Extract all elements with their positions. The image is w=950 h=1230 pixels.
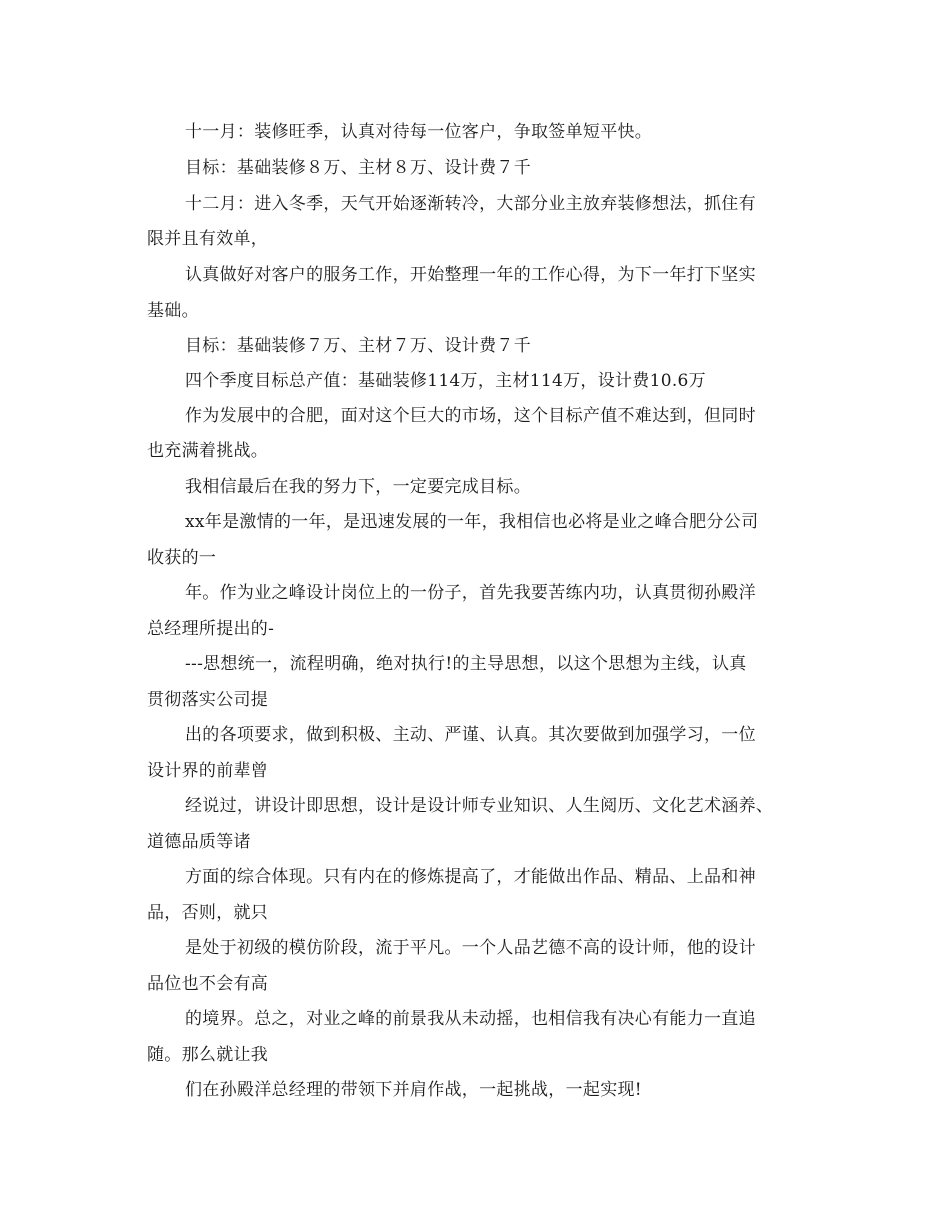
text-line: 限并且有效单， xyxy=(147,229,269,249)
text-line: 十二月：进入冬季，天气开始逐渐转冷，大部分业主放弃装修想法，抓住有 xyxy=(185,194,756,214)
text-line: 方面的综合体现。只有内在的修炼提高了，才能做出作品、精品、上品和神 xyxy=(185,867,756,887)
text-line: 作为发展中的合肥，面对这个巨大的市场，这个目标产值不难达到，但同时 xyxy=(185,406,756,426)
text-line: 目标：基础装修７万、主材７万、设计费７千 xyxy=(185,336,531,356)
text-line: 也充满着挑战。 xyxy=(147,441,269,461)
text-line: 是处于初级的模仿阶段，流于平凡。一个人品艺德不高的设计师，他的设计 xyxy=(185,938,756,958)
text-line: 品，否则，就只 xyxy=(147,903,269,923)
text-line: 年。作为业之峰设计岗位上的一份子，首先我要苦练内功，认真贯彻孙殿洋 xyxy=(185,583,756,603)
text-line: 认真做好对客户的服务工作，开始整理一年的工作心得，为下一年打下坚实 xyxy=(185,265,756,285)
text-line: 基础。 xyxy=(147,301,199,321)
text-line: xx年是激情的一年，是迅速发展的一年，我相信也必将是业之峰合肥分公司 xyxy=(185,512,759,532)
text-line: 道德品质等诸 xyxy=(147,832,251,852)
text-line: 设计界的前辈曾 xyxy=(147,761,269,781)
text-line: 四个季度目标总产值：基础装修114万，主材114万，设计费10.6万 xyxy=(185,371,706,391)
text-line: ---思想统一，流程明确，绝对执行!的主导思想，以这个思想为主线，认真 xyxy=(185,654,747,674)
text-line: 经说过，讲设计即思想，设计是设计师专业知识、人生阅历、文化艺术涵养、 xyxy=(185,796,774,816)
text-line: 目标：基础装修８万、主材８万、设计费７千 xyxy=(185,158,531,178)
text-line: 品位也不会有高 xyxy=(147,974,269,994)
text-line: 收获的一 xyxy=(147,548,217,568)
text-line: 的境界。总之，对业之峰的前景我从未动摇，也相信我有决心有能力一直追 xyxy=(185,1009,756,1029)
text-line: 出的各项要求，做到积极、主动、严谨、认真。其次要做到加强学习，一位 xyxy=(185,725,756,745)
text-line: 我相信最后在我的努力下，一定要完成目标。 xyxy=(185,477,531,497)
text-line: 们在孙殿洋总经理的带领下并肩作战，一起挑战，一起实现! xyxy=(185,1080,642,1100)
text-line: 十一月：装修旺季，认真对待每一位客户，争取签单短平快。 xyxy=(185,122,653,142)
text-line: 随。那么就让我 xyxy=(147,1045,269,1065)
text-line: 总经理所提出的- xyxy=(147,619,275,639)
text-line: 贯彻落实公司提 xyxy=(147,690,269,710)
